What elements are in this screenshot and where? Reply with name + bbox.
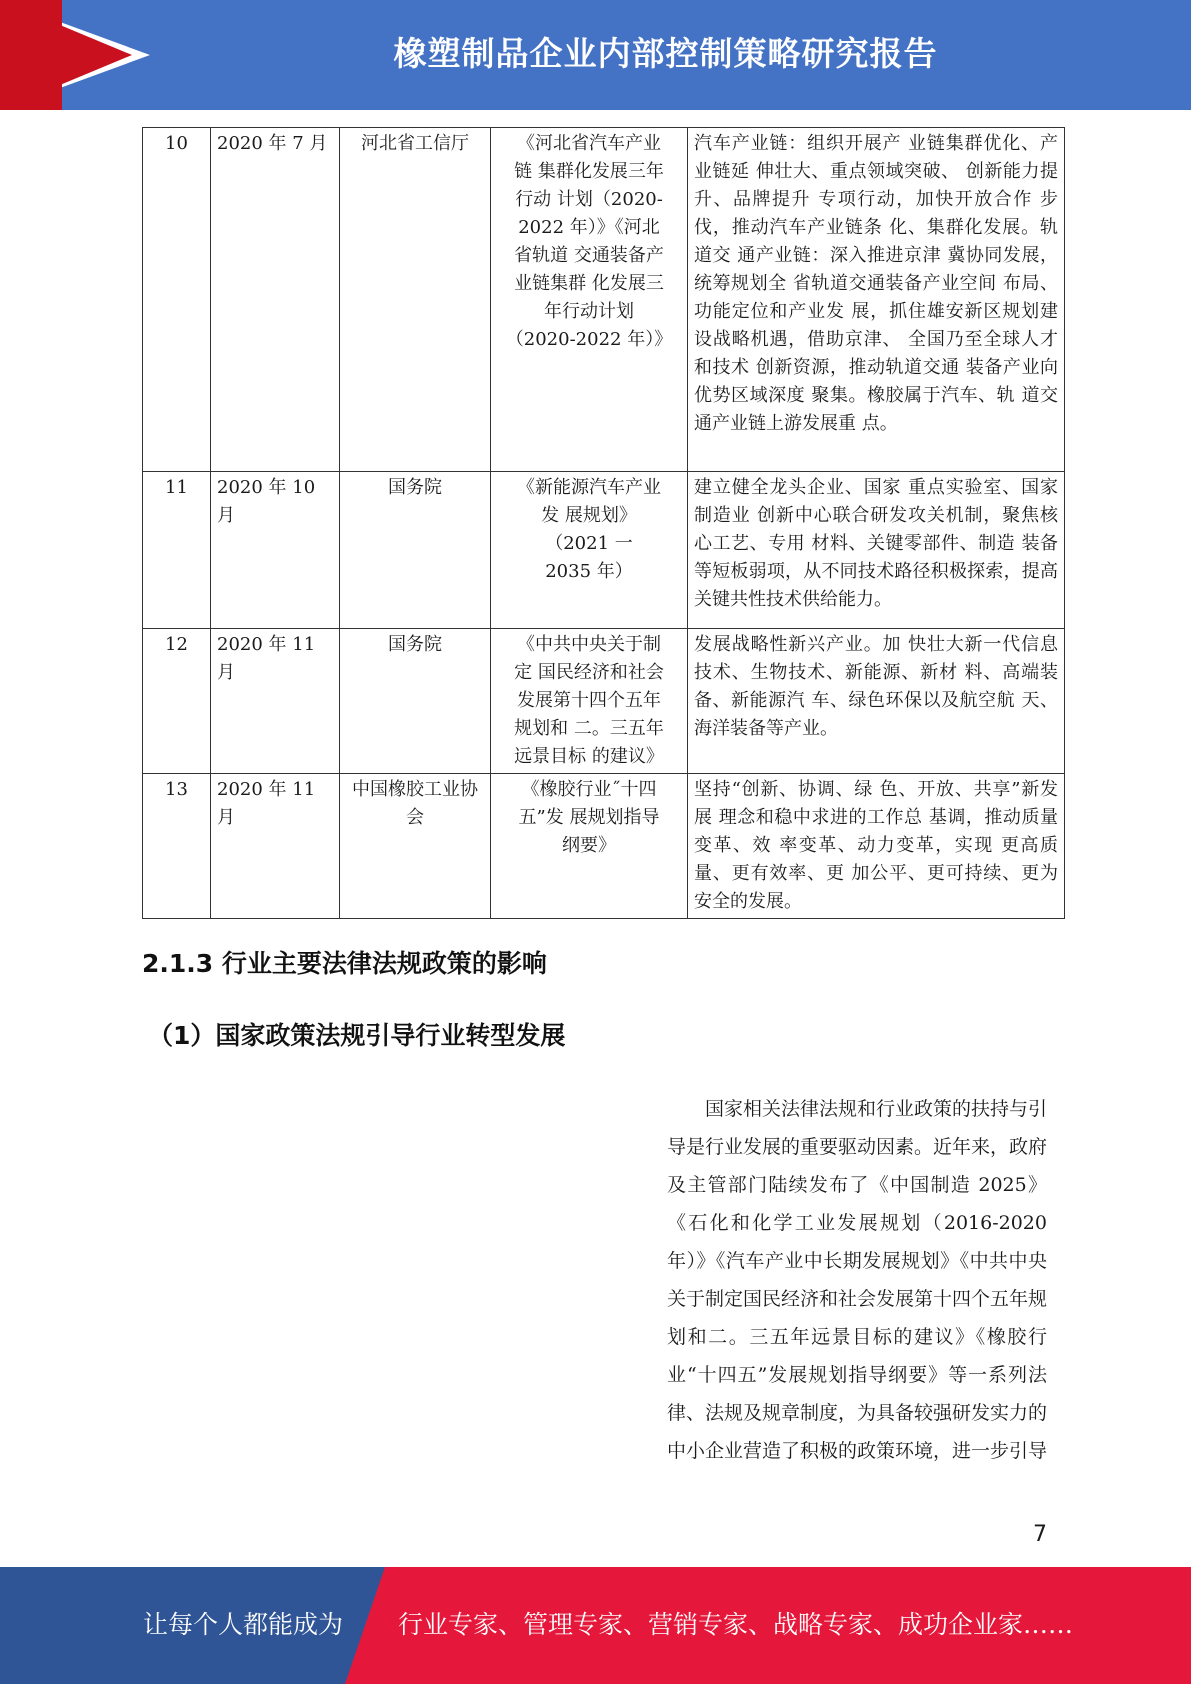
cell-date: 2020 年 10 月 xyxy=(211,472,340,629)
cell-document xyxy=(491,472,688,629)
cell-number: 12 xyxy=(143,629,211,774)
document-title-line: 远景目标 的建议》 xyxy=(514,746,664,767)
policy-table xyxy=(142,127,1065,919)
document-title-line: 2022 年）》《河北 xyxy=(518,217,660,238)
footer-blue-slant xyxy=(345,1567,385,1684)
footer-slogan-left: 让每个人都能成为 xyxy=(143,1610,344,1639)
document-title-line: 行动 计划（2020- xyxy=(515,189,663,210)
body-paragraph: 国家相关法律法规和行业政策的扶持与引导是行业发展的重要驱动因素。近年来，政府及主管部门陆续发布了《中国制造 2025》《石化和化学工业发展规划（2016-2020 年）》《汽车产业中长期发展规划》《中共中央关于制定国民经济和社会发展第十四个五年规划和二。三五年远景目标的建议》《橡胶行业“十四五”发展规划指导纲要》等一系列法律、法规及规章制度，为具备较强研发实力的中小企业营造了积极的政策环境，进一步引导 xyxy=(667,1098,1048,1462)
cell-issuer: 国务院 xyxy=(340,629,491,774)
document-title-line: 《河北省汽车产业 xyxy=(517,133,661,154)
document-title-line: 定 国民经济和社会 xyxy=(514,662,664,683)
cell-content: 建立健全龙头企业、国家 重点实验室、国家制造业 创新中心联合研发攻关机制，聚焦核心工艺、专用 材料、关键零部件、制造 装备等短板弱项，从不同技术路径积极探索，提高 关键共性技术供给能力。 xyxy=(688,472,1065,629)
document-title-line: 《橡胶行业˝十四 xyxy=(521,779,657,800)
document-title-line: （2021 一 xyxy=(545,533,633,554)
page-number: 7 xyxy=(1033,1522,1047,1547)
cell-issuer: 中国橡胶工业协 会 xyxy=(340,774,491,919)
page-header xyxy=(0,0,1191,110)
cell-number: 10 xyxy=(143,128,211,472)
page-footer xyxy=(0,1567,1191,1684)
document-title-line: 链 集群化发展三年 xyxy=(514,161,664,182)
table-row xyxy=(143,629,1065,774)
document-title-line: 省轨道 交通装备产 xyxy=(514,245,664,266)
cell-document xyxy=(491,629,688,774)
cell-date: 2020 年 11 月 xyxy=(211,774,340,919)
cell-issuer: 河北省工信厅 xyxy=(340,128,491,472)
table-row xyxy=(143,472,1065,629)
cell-content: 汽车产业链：组织开展产 业链集群优化、产业链延 伸壮大、重点领域突破、 创新能力提升、品牌提升 专项行动，加快开放合作 步伐，推动汽车产业链条 化、集群化发展。轨道交 通产业链：深入推进京津 冀协同发展，统筹规划全 省轨道交通装备产业空间 布局、功能定位和产业发 展，抓住雄安新区规划建 设战略机遇，借助京津、 全国乃至全球人才和技术 创新资源，推动轨道交通 装备产业向优势区域深度 聚集。橡胶属于汽车、轨 道交通产业链上游发展重 点。 xyxy=(688,128,1065,472)
report-title: 橡塑制品企业内部控制策略研究报告 xyxy=(393,34,938,73)
document-title-line: （2020-2022 年）》 xyxy=(505,329,673,350)
cell-issuer: 国务院 xyxy=(340,472,491,629)
document-title-line: 2035 年） xyxy=(545,561,633,582)
cell-document xyxy=(491,774,688,919)
document-title-line: 《中共中央关于制 xyxy=(517,634,661,655)
document-title-line: 年行动计划 xyxy=(544,301,634,322)
cell-date: 2020 年 11 月 xyxy=(211,629,340,774)
document-title-line: 五”发 展规划指导 xyxy=(518,807,660,828)
cell-number: 11 xyxy=(143,472,211,629)
cell-content: 坚持“创新、协调、绿 色、开放、共享”新发展 理念和稳中求进的工作总 基调，推动质量变革、效 率变革、动力变革，实现 更高质量、更有效率、更 加公平、更可持续、更为 安全的发展。 xyxy=(688,774,1065,919)
document-title-line: 发 展规划》 xyxy=(541,505,637,526)
cell-date: 2020 年 7 月 xyxy=(211,128,340,472)
document-title-line: 规划和 二。三五年 xyxy=(514,718,664,739)
document-title-line: 发展第十四个五年 xyxy=(517,690,661,711)
section-heading: 2.1.3 行业主要法律法规政策的影响 xyxy=(142,949,547,978)
cell-content: 发展战略性新兴产业。加 快壮大新一代信息技术、生物技术、新能源、新材 料、高端装备、新能源汽 车、绿色环保以及航空航 天、海洋装备等产业。 xyxy=(688,629,1065,774)
cell-number: 13 xyxy=(143,774,211,919)
document-title-line: 《新能源汽车产业 xyxy=(517,477,661,498)
table-row xyxy=(143,128,1065,472)
document-title-line: 纲要》 xyxy=(562,835,616,856)
footer-slogan-right: 行业专家、管理专家、营销专家、战略专家、成功企业家…… xyxy=(398,1610,1074,1639)
document-title-line: 业链集群 化发展三 xyxy=(514,273,664,294)
cell-document xyxy=(491,128,688,472)
table-row xyxy=(143,774,1065,919)
subsection-heading: （1）国家政策法规引导行业转型发展 xyxy=(148,1021,566,1050)
